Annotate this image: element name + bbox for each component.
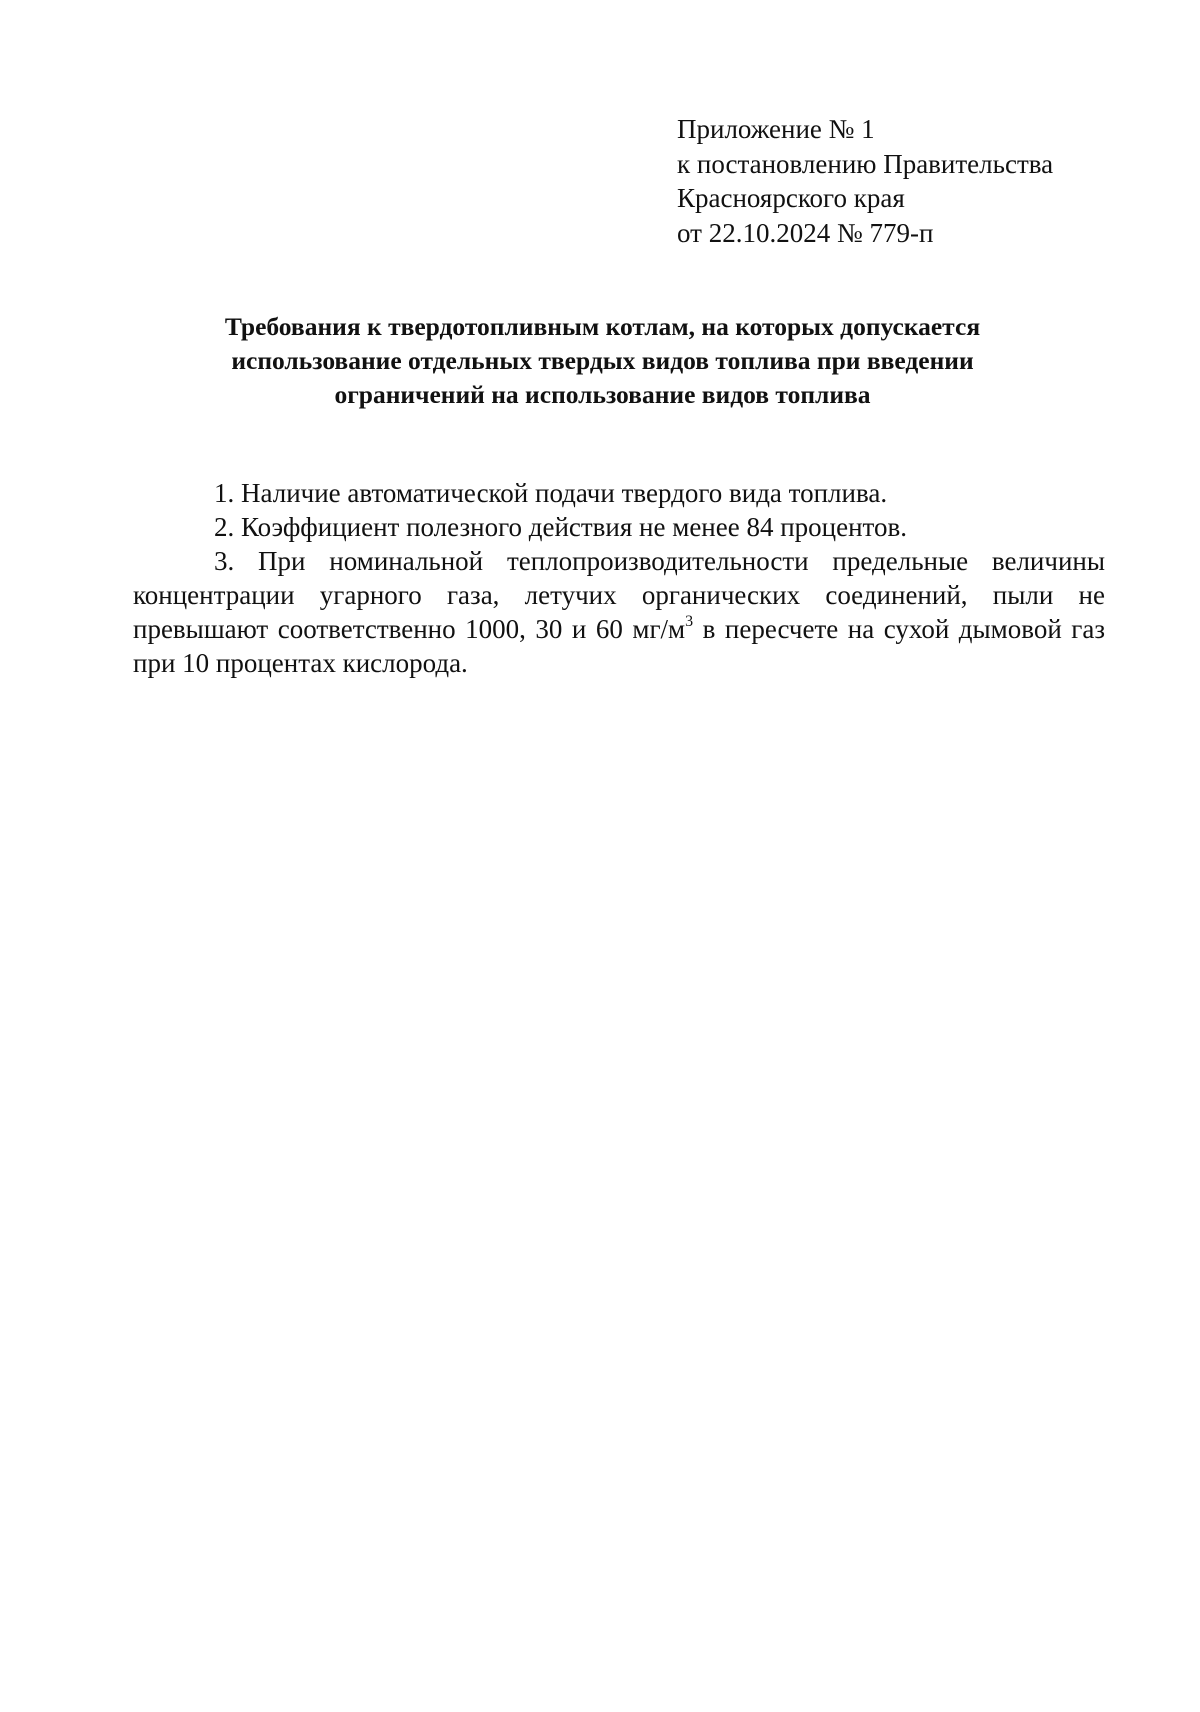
requirement-item-2: 2. Коэффициент полезного действия не менее 84 процентов. bbox=[214, 512, 907, 542]
document-title bbox=[130, 310, 1075, 412]
title-line-2: использование отдельных твердых видов топлива при введении bbox=[231, 346, 974, 375]
requirements-list bbox=[133, 476, 1105, 680]
requirement-item-1: 1. Наличие автоматической подачи твердого вида топлива. bbox=[214, 478, 888, 508]
requirement-item-3-text-end: в пересчете на сухой дымовой газ при 10 процентах кислорода. bbox=[133, 614, 1106, 678]
appendix-region: Красноярского края bbox=[677, 183, 905, 213]
requirement-item-3 bbox=[133, 544, 1105, 680]
appendix-number: Приложение № 1 bbox=[677, 114, 875, 144]
appendix-date-number: от 22.10.2024 № 779-п bbox=[677, 217, 934, 248]
title-line-3: ограничений на использование видов топлива bbox=[334, 380, 871, 409]
requirement-item-3-text: 3. При номинальной теплопроизводительности предельные величины концентрации угарного газа, летучих органических соединений, пыли не превышают соответственно 1000, 30 и 60 мг/м bbox=[133, 546, 1105, 644]
appendix-resolution-ref: к постановлению Правительства bbox=[677, 148, 1054, 179]
cubic-superscript: 3 bbox=[685, 613, 694, 630]
appendix-reference bbox=[677, 112, 1137, 250]
title-line-1: Требования к твердотопливным котлам, на которых допускается bbox=[224, 312, 981, 341]
